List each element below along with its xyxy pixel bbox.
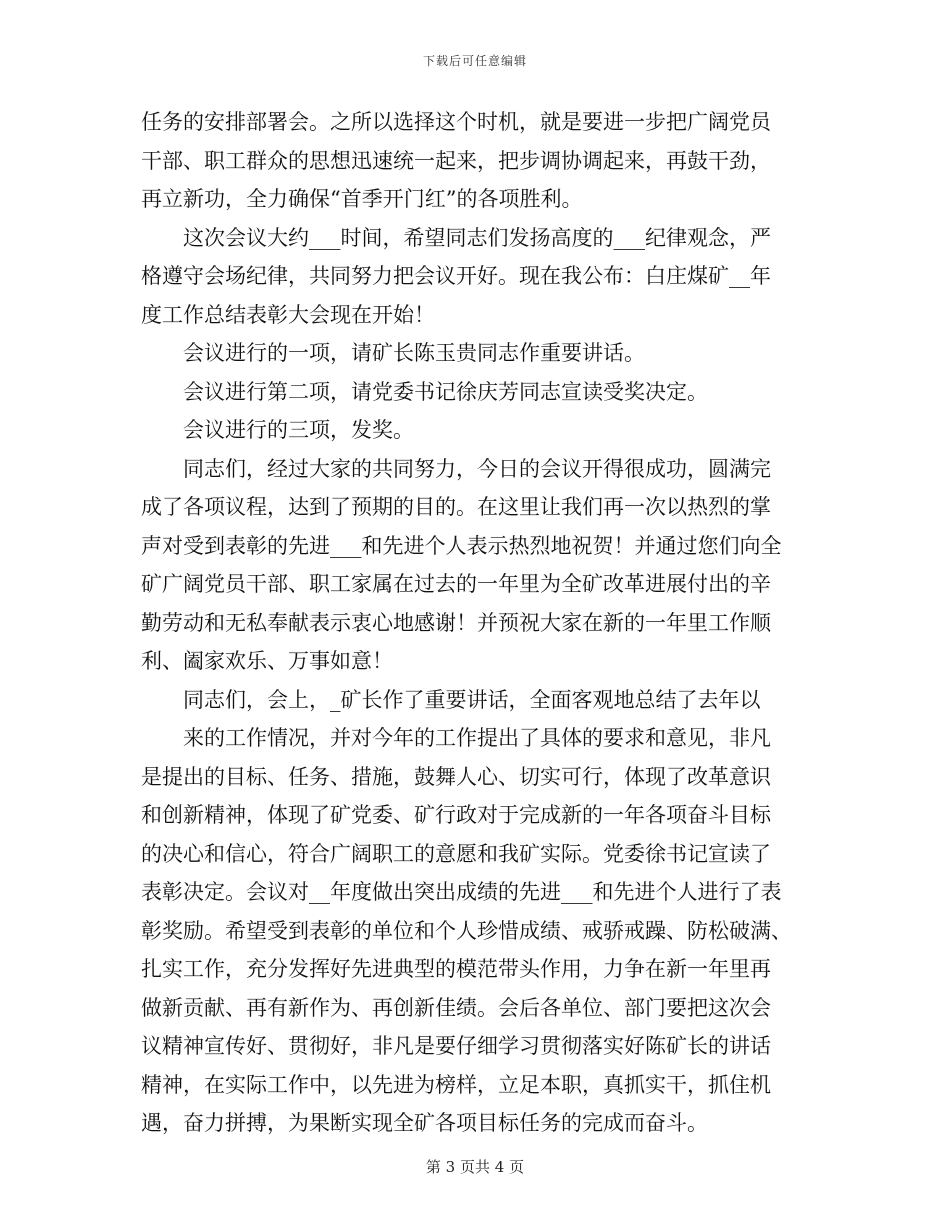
text-line: 再立新功，全力确保“首季开门红”的各项胜利。	[141, 187, 583, 211]
paragraph-6	[141, 450, 807, 681]
paragraph-2	[141, 219, 807, 335]
text-line: 矿广阔党员干部、职工家属在过去的一年里为全矿改革进展付出的辛	[141, 572, 771, 596]
text-line: 议精神宣传好、贯彻好，非凡是要仔细学习贯彻落实好陈矿长的讲话	[141, 1034, 771, 1058]
text-line: 的决心和信心，符合广阔职工的意愿和我矿实际。党委徐书记宣读了	[141, 841, 771, 866]
text-line: 会议进行的三项，发奖。	[183, 418, 414, 442]
text-line: 格遵守会场纪律，共同努力把会议开好。现在我公布：白庄煤矿__年	[141, 264, 771, 288]
text-line: 扎实工作，充分发挥好先进典型的模范带头作用，力争在新一年里再	[141, 957, 771, 981]
page-footer: 第 3 页共 4 页	[425, 1158, 525, 1176]
paragraph-3	[141, 334, 807, 373]
text-line: 是提出的目标、任务、措施，鼓舞人心、切实可行，体现了改革意识	[141, 764, 771, 789]
text-line: 会议进行的一项，请矿长陈玉贵同志作重要讲话。	[183, 341, 645, 365]
text-line: 度工作总结表彰大会现在开始！	[141, 302, 435, 327]
text-line: 同志们，会上，_矿长作了重要讲话，全面客观地总结了去年以	[183, 687, 761, 712]
text-line: 精神，在实际工作中，以先进为榜样，立足本职，真抓实干，抓住机	[141, 1072, 771, 1097]
text-line: 遇，奋力拼搏，为果断实现全矿各项目标任务的完成而奋斗。	[141, 1111, 708, 1135]
text-line: 同志们，经过大家的共同努力，今日的会议开得很成功，圆满完	[183, 456, 771, 481]
paragraph-5	[141, 411, 807, 450]
document-body	[141, 103, 807, 1143]
text-line: 和创新精神，体现了矿党委、矿行政对于完成新的一年各项奋斗目标	[141, 803, 771, 827]
text-line: 勤劳动和无私奉献表示衷心地感谢！并预祝大家在新的一年里工作顺	[141, 610, 771, 635]
text-line: 声对受到表彰的先进___和先进个人表示热烈地祝贺！并通过您们向全	[141, 533, 782, 558]
paragraph-8	[141, 719, 807, 1143]
text-line: 表彰决定。会议对__年度做出突出成绩的先进___和先进个人进行了表	[141, 880, 782, 904]
text-line: 利、阖家欢乐、万事如意！	[141, 649, 393, 673]
page-header: 下载后可任意编辑	[422, 54, 527, 68]
text-line: 成了各项议程，达到了预期的目的。在这里让我们再一次以热烈的掌	[141, 495, 771, 519]
paragraph-7	[141, 681, 807, 720]
text-line: 会议进行第二项，请党委书记徐庆芳同志宣读受奖决定。	[183, 379, 708, 404]
text-line: 彰奖励。希望受到表彰的单位和个人珍惜成绩、戒骄戒躁、防松破满、	[141, 918, 792, 943]
text-line: 这次会议大约___时间，希望同志们发扬高度的___纪律观念，严	[183, 225, 771, 250]
text-line: 任务的安排部署会。之所以选择这个时机，就是要进一步把广阔党员	[141, 110, 771, 134]
text-line: 来的工作情况，并对今年的工作提出了具体的要求和意见，非凡	[183, 726, 771, 750]
text-line: 做新贡献、再有新作为、再创新佳绩。会后各单位、部门要把这次会	[141, 995, 771, 1020]
paragraph-4	[141, 373, 807, 412]
text-line: 干部、职工群众的思想迅速统一起来，把步调协调起来，再鼓干劲，	[141, 148, 771, 173]
paragraph-1	[141, 103, 807, 219]
